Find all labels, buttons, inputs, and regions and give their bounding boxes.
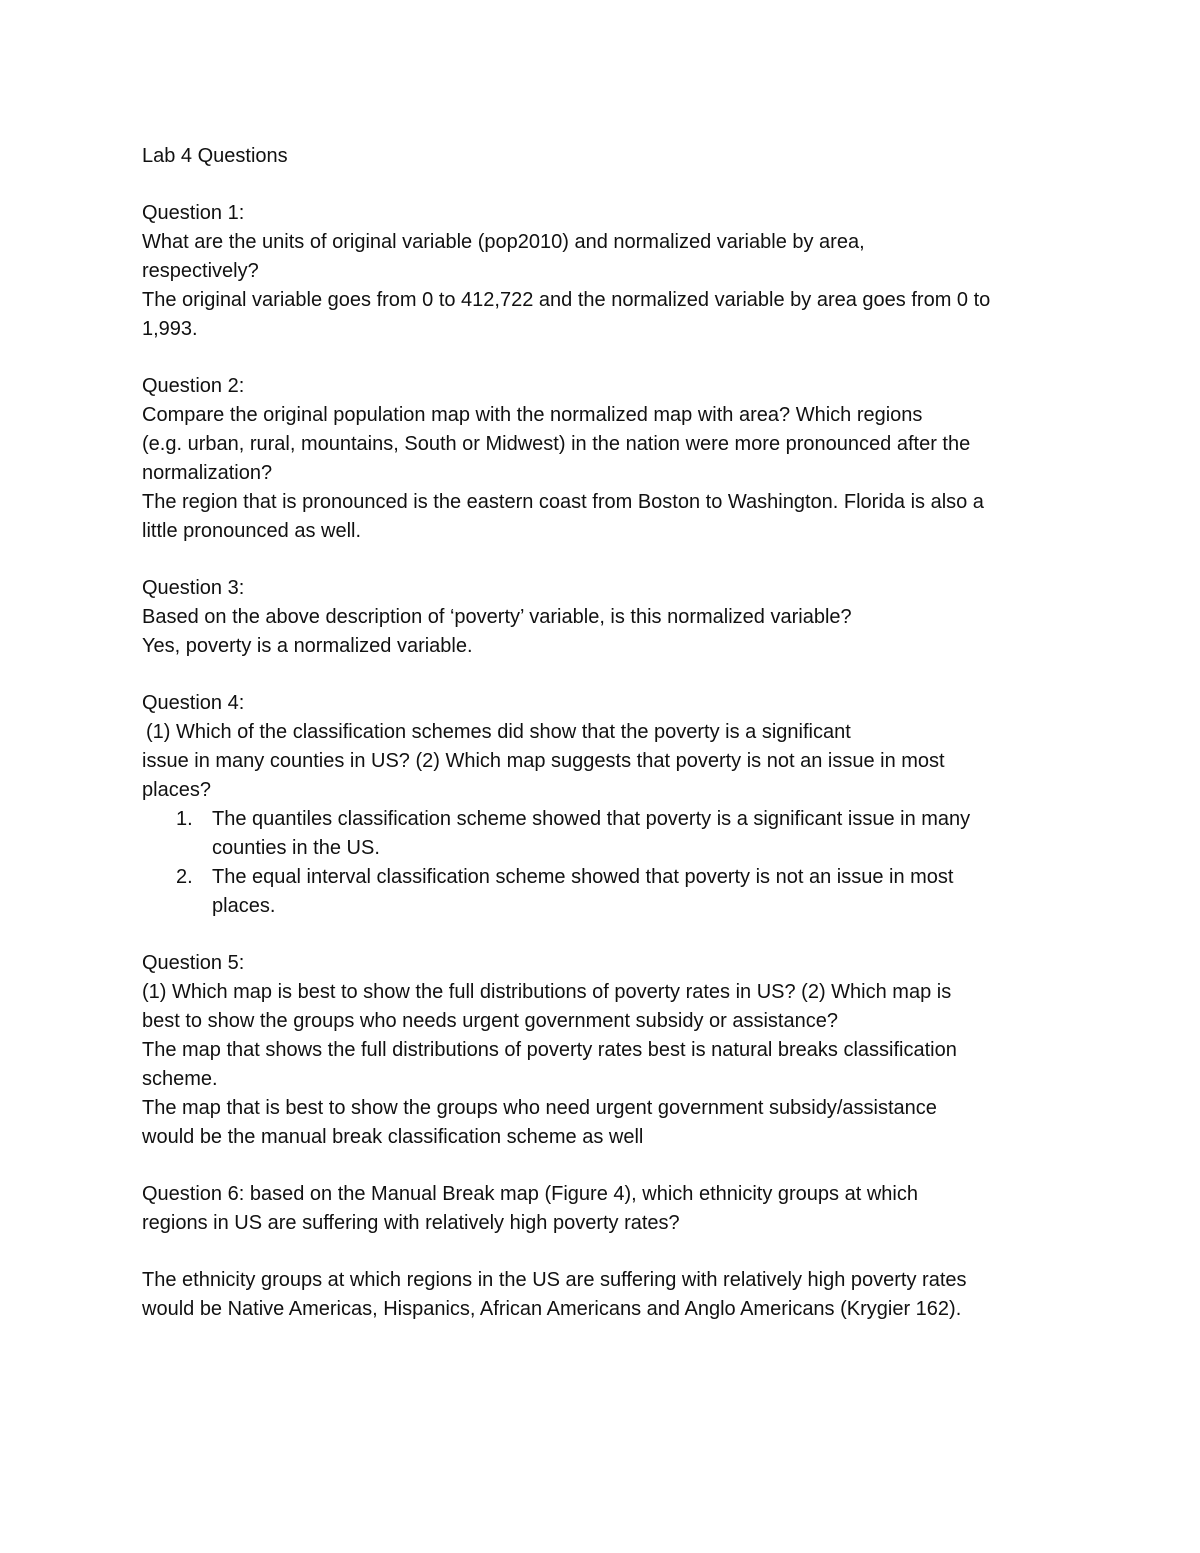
document-title: Lab 4 Questions [142, 145, 288, 167]
list-item [142, 805, 1062, 863]
list-item [142, 863, 1062, 921]
question-3-section [142, 574, 1062, 661]
list-item-line: places. [212, 895, 276, 917]
answer-5-line: would be the manual break classification scheme as well [142, 1126, 644, 1148]
list-item-number: 2. [176, 866, 193, 888]
list-item-number: 1. [176, 808, 193, 830]
answer-6-section [142, 1266, 1062, 1324]
answer-5-line: scheme. [142, 1068, 218, 1090]
question-5-heading: Question 5: [142, 952, 245, 974]
question-6-text-line: Question 6: based on the Manual Break map (Figure 4), which ethnicity groups at which [142, 1183, 918, 1205]
question-4-text-line: issue in many counties in US? (2) Which map suggests that poverty is not an issue in most [142, 750, 945, 772]
question-3-text-line: Based on the above description of ‘poverty’ variable, is this normalized variable? [142, 606, 852, 628]
answer-2-line: little pronounced as well. [142, 520, 362, 542]
question-2-text-line: (e.g. urban, rural, mountains, South or Midwest) in the nation were more pronounced after the [142, 433, 971, 455]
question-2-text-line: Compare the original population map with the normalized map with area? Which regions [142, 404, 923, 426]
answer-6-line: The ethnicity groups at which regions in the US are suffering with relatively high poverty rates [142, 1269, 967, 1291]
question-4-heading: Question 4: [142, 692, 245, 714]
answer-1-line: The original variable goes from 0 to 412,722 and the normalized variable by area goes from 0 to [142, 289, 991, 311]
answer-1-line: 1,993. [142, 318, 198, 340]
list-item-line: The equal interval classification scheme showed that poverty is not an issue in most [212, 866, 954, 888]
answer-4-list [142, 805, 1062, 921]
question-5-text-line: best to show the groups who needs urgent government subsidy or assistance? [142, 1010, 838, 1032]
question-1-text-line: What are the units of original variable (pop2010) and normalized variable by area, [142, 231, 865, 253]
answer-2-line: The region that is pronounced is the eastern coast from Boston to Washington. Florida is also a [142, 491, 984, 513]
answer-3-line: Yes, poverty is a normalized variable. [142, 635, 473, 657]
answer-5-line: The map that is best to show the groups who need urgent government subsidy/assistance [142, 1097, 937, 1119]
question-4-section [142, 689, 1062, 921]
question-1-heading: Question 1: [142, 202, 245, 224]
question-6-text-line: regions in US are suffering with relatively high poverty rates? [142, 1212, 680, 1234]
list-item-line: counties in the US. [212, 837, 380, 859]
question-3-heading: Question 3: [142, 577, 245, 599]
question-5-text-line: (1) Which map is best to show the full distributions of poverty rates in US? (2) Which map is [142, 981, 952, 1003]
question-1-section [142, 199, 1062, 344]
question-4-text-line: (1) Which of the classification schemes did show that the poverty is a significant [146, 721, 851, 743]
question-1-text-line: respectively? [142, 260, 259, 282]
question-2-text-line: normalization? [142, 462, 273, 484]
question-2-section [142, 372, 1062, 546]
answer-6-line: would be Native Americas, Hispanics, African Americans and Anglo Americans (Krygier 162). [142, 1298, 962, 1320]
question-6-section [142, 1180, 1062, 1238]
question-5-section [142, 949, 1062, 1152]
question-2-heading: Question 2: [142, 375, 245, 397]
list-item-line: The quantiles classification scheme showed that poverty is a significant issue in many [212, 808, 971, 830]
document-body [142, 142, 1062, 1352]
answer-5-line: The map that shows the full distributions of poverty rates best is natural breaks classification [142, 1039, 957, 1061]
question-4-text-line: places? [142, 779, 211, 801]
